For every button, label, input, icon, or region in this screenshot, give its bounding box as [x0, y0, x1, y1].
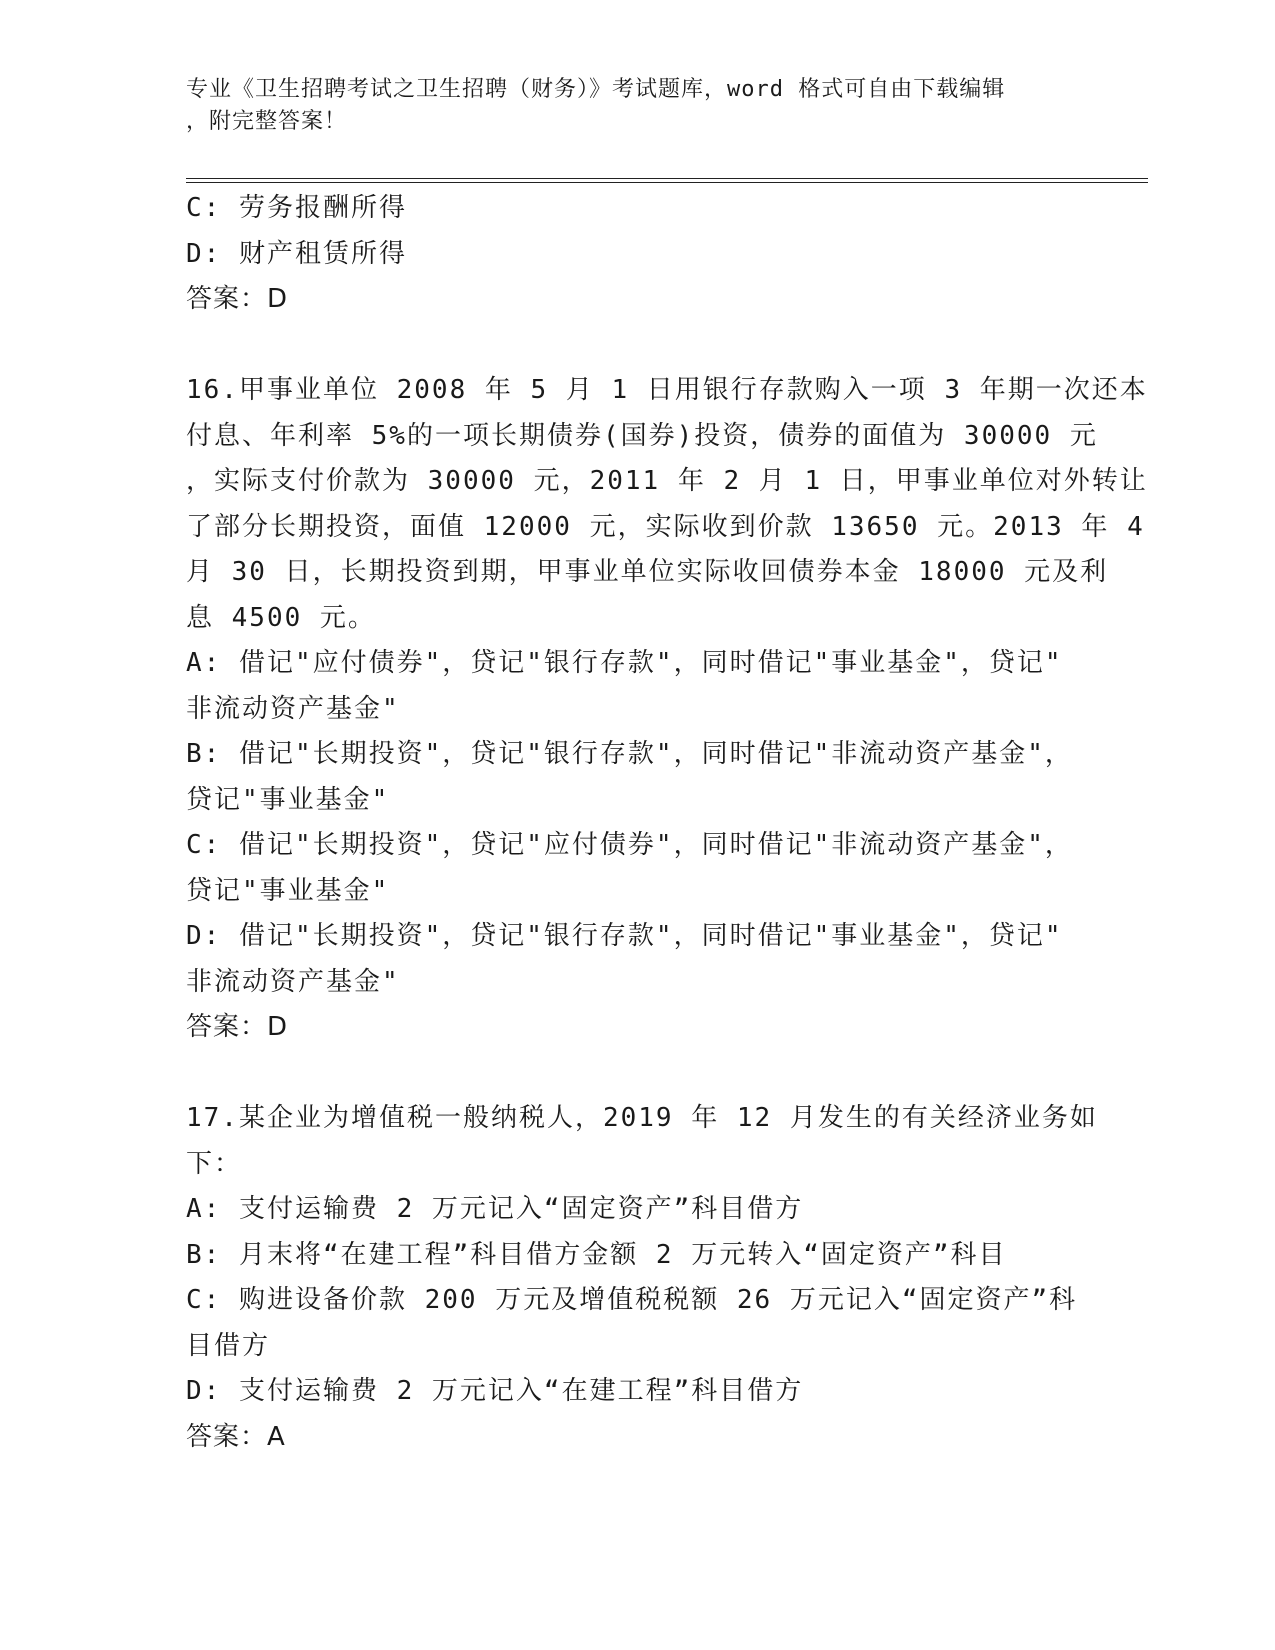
option-line: B: 月末将“在建工程”科目借方金额 2 万元转入“固定资产”科目 — [186, 1239, 1007, 1270]
header-line-1: 专业《卫生招聘考试之卫生招聘（财务）》考试题库，word 格式可自由下载编辑 — [186, 77, 1006, 102]
question-stem-line: ，实际支付价款为 30000 元，2011 年 2 月 1 日，甲事业单位对外转让 — [186, 466, 1148, 496]
option-d: D: 财产租赁所得 — [186, 238, 407, 269]
answer-line: 答案：A — [186, 1421, 286, 1452]
spacer — [186, 323, 1086, 369]
option-line: D: 借记"长期投资"，贷记"银行存款"，同时借记"事业基金"，贷记" — [186, 921, 1063, 951]
option-line: 非流动资产基金" — [186, 693, 400, 724]
answer-line: 答案：D — [186, 284, 289, 314]
question-stem-line: 月 30 日，长期投资到期，甲事业单位实际收回债券本金 18000 元及利 — [186, 557, 1109, 587]
option-line: A: 借记"应付债券"，贷记"银行存款"，同时借记"事业基金"，贷记" — [186, 648, 1063, 678]
page-header — [186, 74, 1066, 138]
question-stem-line: 付息、年利率 5%的一项长期债券(国券)投资，债券的面值为 30000 元 — [186, 420, 1098, 451]
document-body — [186, 186, 1148, 1460]
option-line: A: 支付运输费 2 万元记入“固定资产”科目借方 — [186, 1194, 804, 1224]
question-stem-line: 了部分长期投资，面值 12000 元，实际收到价款 13650 元。2013 年 4 — [186, 511, 1145, 542]
question-17 — [186, 1096, 1098, 1460]
option-line: D: 支付运输费 2 万元记入“在建工程”科目借方 — [186, 1376, 804, 1406]
question-15-tail — [186, 186, 1086, 323]
option-line: 非流动资产基金" — [186, 966, 400, 997]
header-divider — [186, 178, 1148, 183]
option-line: C: 借记"长期投资"，贷记"应付债券"，同时借记"非流动资产基金"， — [186, 830, 1073, 860]
question-stem-line: 下： — [186, 1148, 243, 1179]
option-line: 贷记"事业基金" — [186, 875, 390, 906]
option-line: B: 借记"长期投资"，贷记"银行存款"，同时借记"非流动资产基金"， — [186, 739, 1073, 769]
question-16 — [186, 368, 1148, 1051]
option-line: 贷记"事业基金" — [186, 784, 390, 815]
option-line: C: 购进设备价款 200 万元及增值税税额 26 万元记入“固定资产”科 — [186, 1285, 1078, 1315]
option-line: 目借方 — [186, 1330, 271, 1361]
question-stem-line: 17.某企业为增值税一般纳税人，2019 年 12 月发生的有关经济业务如 — [186, 1103, 1098, 1133]
question-stem-line: 息 4500 元。 — [186, 602, 376, 633]
option-c: C: 劳务报酬所得 — [186, 193, 407, 223]
question-stem-line: 16.甲事业单位 2008 年 5 月 1 日用银行存款购入一项 3 年期一次还本 — [186, 375, 1148, 405]
header-line-2: ，附完整答案！ — [186, 109, 348, 134]
answer-line: 答案：D — [186, 1012, 289, 1042]
spacer — [186, 1051, 1086, 1097]
